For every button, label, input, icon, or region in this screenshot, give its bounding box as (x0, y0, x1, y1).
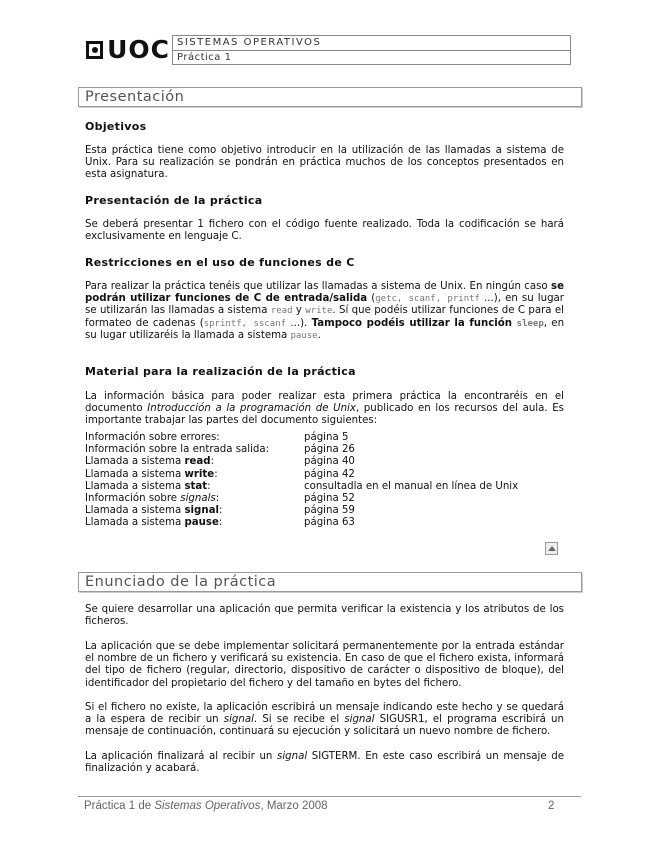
text-span: Práctica 1 de (84, 800, 155, 812)
paragraph-material (85, 391, 564, 428)
header-titles (172, 35, 571, 65)
text-span: La aplicación finalizará al recibir un (85, 751, 278, 762)
text-span: SIGTERM. En este caso escribirá un mensaje de finalización y acabará. (85, 751, 564, 775)
section-title-enunciado: Enunciado de la práctica (78, 572, 582, 592)
page-header (84, 35, 571, 65)
italic-span: signal (277, 751, 308, 762)
italic-span: Sistemas Operativos (154, 800, 261, 812)
reference-page: consultadla en el manual en línea de Unix (304, 480, 519, 492)
page-number: 2 (548, 800, 555, 812)
paragraph-presentacion-practica: Se deberá presentar 1 fichero con el código fuente realizado. Toda la codificación se hará exclusivamente en lenguaje C. (85, 219, 564, 243)
reference-page: página 42 (304, 468, 355, 480)
paragraph-enunciado-3 (85, 702, 564, 739)
text-span: La información básica para poder realizar esta primera práctica la encontraréis en el documento (85, 391, 564, 415)
text-span: : (207, 480, 211, 492)
heading-presentacion-practica: Presentación de la práctica (85, 194, 263, 207)
bold-span: stat (184, 480, 208, 492)
text-span: , en su lugar utilizaréis la llamada a sistema (85, 317, 565, 341)
uoc-logo (84, 35, 170, 65)
text-span: Para realizar la práctica tenéis que utilizar las llamadas a sistema de Unix. En ningún caso (85, 281, 552, 292)
text-span: Llamada a sistema (85, 468, 185, 480)
text-span: Llamada a sistema (85, 480, 185, 492)
footer-text (84, 800, 328, 812)
paragraph-enunciado-2: La aplicación que se debe implementar solicitará permanentemente por la entrada estándar el nombre de un fichero y verificará su existencia. En caso de que el fichero exista, informará del tipo de fichero (regular, directorio, dispositivo de carácter o dispositivo de bloque), del identificador del propietario del fichero y del tamaño en bytes del fichero. (85, 641, 564, 689)
reference-page: página 26 (304, 444, 355, 456)
reference-topic (85, 456, 214, 468)
bold-span: se podrán utilizar funciones de C de entrada/salida (85, 281, 564, 305)
paragraph-enunciado-4 (85, 751, 564, 775)
text-span: Información sobre (85, 492, 181, 504)
reference-row (85, 432, 565, 444)
uoc-logo-icon (86, 41, 103, 59)
heading-restricciones: Restricciones en el uso de funciones de C (85, 256, 355, 269)
reference-topic (85, 432, 220, 444)
text-span: ( (367, 293, 376, 305)
bold-span: pause (184, 517, 219, 529)
code-span: pause (290, 330, 318, 341)
reference-topic (85, 444, 269, 456)
code-span: write (305, 306, 333, 317)
reference-row (85, 444, 565, 456)
italic-span: signal (344, 714, 375, 726)
bold-span: signals (180, 492, 216, 504)
reference-row (85, 517, 565, 529)
reference-row (85, 469, 565, 481)
reference-row (85, 456, 565, 468)
reference-page: página 52 (304, 492, 355, 504)
text-span: : (214, 468, 218, 480)
text-span: Si el fichero no existe, la aplicación escribirá un mensaje indicando este hecho y se quedará a la espera de recibir un (85, 702, 564, 726)
bold-span: Tampoco podéis utilizar la función (311, 317, 517, 329)
text-span: : (210, 456, 215, 468)
paragraph-objetivos: Esta práctica tiene como objetivo introducir en la utilización de las llamadas a sistema de Unix. Para su realización se pondrán en práctica muchos de los conceptos presentados en esta asignatura. (85, 145, 564, 181)
reference-topic (85, 469, 218, 481)
reference-list (85, 432, 565, 530)
text-span: Información sobre la entrada salida: (85, 444, 270, 456)
text-span: ...), en su lugar se utilizarán las llamadas a sistema (85, 293, 564, 317)
text-span: Información sobre errores: (85, 432, 220, 443)
bold-span: read (184, 456, 211, 468)
reference-row (85, 481, 565, 493)
text-span: . (317, 329, 321, 341)
text-span: Llamada a sistema (85, 456, 185, 468)
text-span: : (218, 505, 223, 517)
footer-divider (78, 796, 581, 797)
practice-title: Práctica 1 (177, 52, 232, 63)
reference-topic (85, 517, 222, 529)
section-title-presentacion: Presentación (78, 87, 582, 107)
reference-topic (85, 505, 222, 517)
paragraph-restricciones (85, 281, 564, 342)
text-span: , publicado en los recursos del aula. Es importante trabajar las partes del documento siguientes: (85, 403, 564, 427)
code-span: getc, scanf, printf (375, 294, 480, 305)
bold-span: write (184, 468, 215, 480)
heading-objetivos: Objetivos (85, 120, 147, 133)
text-span: . Si se recibe el (253, 714, 345, 726)
text-span: SIGUSR1, el programa escribirá un mensaje de continuación, continuará su ejecución y solicitará un nuevo nombre de fichero. (85, 714, 564, 738)
italic-span: signal (223, 714, 254, 726)
uoc-logo-text: UOC (107, 35, 170, 64)
course-title: SISTEMAS OPERATIVOS (173, 36, 570, 51)
text-span: Llamada a sistema (85, 517, 185, 529)
bold-span: signal (184, 505, 219, 517)
text-span: . Sí que podéis utilizar funciones de C para el formateo de cadenas ( (85, 305, 565, 329)
code-span: read (270, 306, 293, 317)
reference-page: página 5 (304, 432, 349, 443)
reference-page: página 40 (304, 456, 355, 468)
reference-page: página 59 (304, 505, 355, 517)
italic-span: Introducción a la programación de Unix (147, 403, 356, 415)
heading-material: Material para la realización de la práctica (85, 365, 356, 378)
back-to-top-icon[interactable] (545, 542, 558, 555)
text-span: Llamada a sistema (85, 505, 185, 517)
reference-row (85, 505, 565, 517)
text-span: : (215, 492, 220, 504)
reference-topic (85, 481, 211, 493)
text-span: : (218, 517, 223, 529)
code-span: sleep (516, 318, 544, 329)
text-span: , Marzo 2008 (260, 800, 328, 812)
code-span: sprintf, sscanf (203, 318, 287, 329)
reference-page: página 63 (304, 517, 355, 529)
text-span: y (292, 305, 306, 317)
text-span: ...). (286, 317, 312, 329)
paragraph-enunciado-1: Se quiere desarrollar una aplicación que permita verificar la existencia y los atributos de los ficheros. (85, 604, 564, 628)
reference-row (85, 493, 565, 505)
reference-topic (85, 493, 219, 505)
